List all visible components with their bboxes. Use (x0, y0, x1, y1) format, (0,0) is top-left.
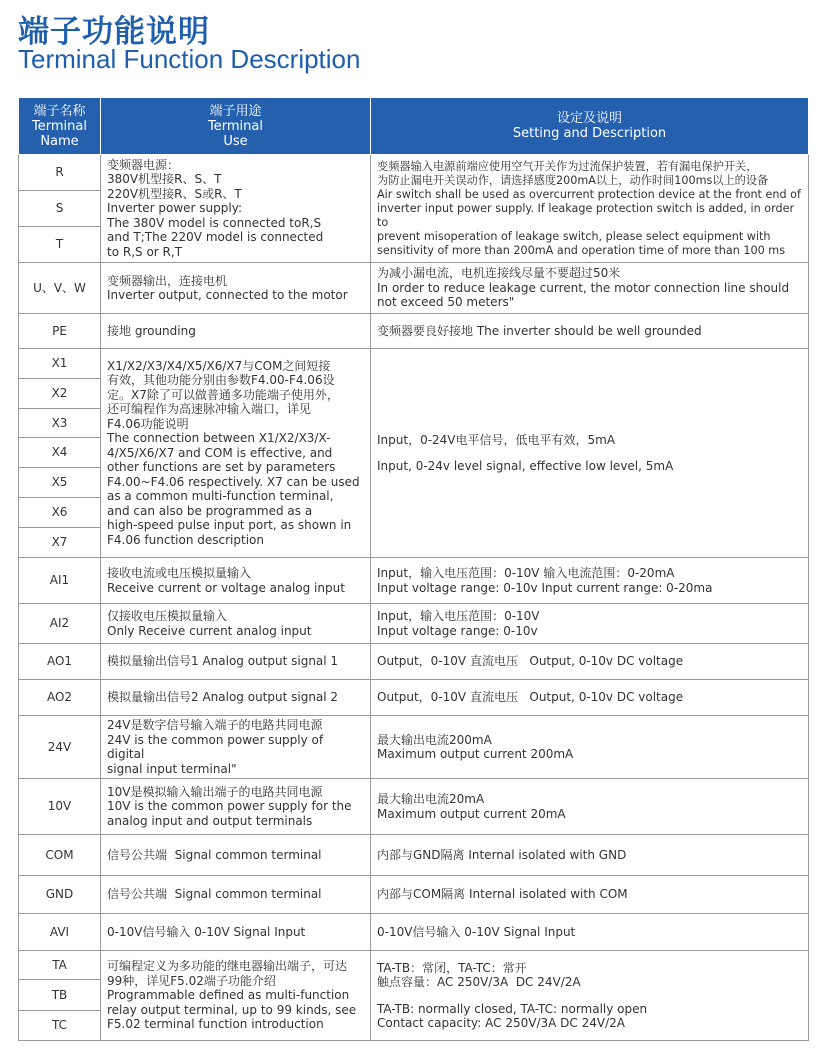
terminal-use: 接收电流或电压模拟量输入 Receive current or voltage analog input (101, 558, 371, 604)
terminal-name: X5 (19, 468, 101, 498)
terminal-name: R (19, 155, 101, 191)
table-row (19, 558, 809, 604)
page-title-cn: 端子功能说明 (18, 14, 210, 50)
terminal-desc: 内部与GND隔离 Internal isolated with GND (371, 835, 809, 876)
terminal-name: TB (19, 980, 101, 1011)
terminal-name: S (19, 191, 101, 227)
page-title-en: Terminal Function Description (18, 44, 361, 74)
terminal-name: AI1 (19, 558, 101, 604)
terminal-use: 仅接收电压模拟量输入 Only Receive current analog input (101, 604, 371, 644)
table-row (19, 716, 809, 779)
terminal-name: TA (19, 951, 101, 980)
terminal-use: 可编程定义为多功能的继电器输出端子，可达 99种，详见F5.02端子功能介绍 Programmable defined as multi-function relay output terminal, up to 99 kinds, see F5.02 terminal function introduction (101, 951, 371, 1041)
terminal-use: 变频器电源： 380V机型接R、S、T 220V机型接R、S或R、T Inverter power supply: The 380V model is connected toR,S and T;The 220V model is connected to R,S or R,T (101, 155, 371, 263)
terminal-name: AI2 (19, 604, 101, 644)
table-row (19, 155, 809, 191)
terminal-desc: 变频器要良好接地 The inverter should be well grounded (371, 314, 809, 349)
header-desc: 设定及说明 Setting and Description (371, 98, 809, 155)
terminal-use: 10V是模拟输入输出端子的电路共同电源 10V is the common power supply for the analog input and output terminals (101, 779, 371, 835)
terminal-name: X7 (19, 528, 101, 558)
terminal-desc: Input，输入电压范围：0-10V 输入电流范围：0-20mA Input voltage range: 0-10v Input current range: 0-20ma (371, 558, 809, 604)
table-row (19, 263, 809, 314)
terminal-name: U、V、W (19, 263, 101, 314)
terminal-name: GND (19, 876, 101, 914)
terminal-use: X1/X2/X3/X4/X5/X6/X7与COM之间短接 有效，其他功能分别由参数F4.00-F4.06设 定。X7除了可以做普通多功能端子使用外， 还可编程作为高速脉冲输入端口，详见 F4.06功能说明 The connection between X1/X2/X3/X- 4/X5/X6/X7 and COM is effective, and other functions are set by parameters F4.00~F4.06 respectively. X7 can be used as a common multi-function terminal, and can also be programmed as a high-speed pulse input port, as shown in F4.06 function description (101, 349, 371, 558)
terminal-name: X6 (19, 498, 101, 528)
table-row (19, 314, 809, 349)
terminal-desc: 最大输出电流20mA Maximum output current 20mA (371, 779, 809, 835)
terminal-desc: Output，0-10V 直流电压 Output, 0-10v DC voltage (371, 680, 809, 716)
terminal-desc: 变频器输入电源前端应使用空气开关作为过流保护装置，若有漏电保护开关， 为防止漏电开关误动作，请选择感度200mA以上，动作时间100ms以上的设备 Air switch shall be used as overcurrent protection device at the front end of inverter input power supply. If leakage protection switch is added, in order to prevent misoperation of leakage switch, please select equipment with sensitivity of more than 200mA and operation time of more than 100 ms (371, 155, 809, 263)
terminal-name: X4 (19, 438, 101, 468)
terminal-name: 10V (19, 779, 101, 835)
terminal-use: 模拟量输出信号1 Analog output signal 1 (101, 644, 371, 680)
table-row (19, 914, 809, 951)
table-row (19, 680, 809, 716)
terminal-name: PE (19, 314, 101, 349)
terminal-name: AO1 (19, 644, 101, 680)
terminal-use: 24V是数字信号输入端子的电路共同电源 24V is the common power supply of digital signal input terminal" (101, 716, 371, 779)
terminal-name: TC (19, 1011, 101, 1041)
terminal-name: X3 (19, 409, 101, 438)
terminal-desc: 为减小漏电流，电机连接线尽量不要超过50米 In order to reduce leakage current, the motor connection line should not exceed 50 meters" (371, 263, 809, 314)
terminal-desc: 最大输出电流200mA Maximum output current 200mA (371, 716, 809, 779)
terminal-use: 信号公共端 Signal common terminal (101, 835, 371, 876)
terminal-desc: 内部与COM隔离 Internal isolated with COM (371, 876, 809, 914)
terminal-name: X2 (19, 379, 101, 409)
terminal-use: 变频器输出，连接电机 Inverter output, connected to the motor (101, 263, 371, 314)
terminal-use: 模拟量输出信号2 Analog output signal 2 (101, 680, 371, 716)
terminal-name: COM (19, 835, 101, 876)
terminal-desc: Input，0-24V电平信号，低电平有效，5mA Input, 0-24v level signal, effective low level, 5mA (371, 349, 809, 558)
terminal-name: 24V (19, 716, 101, 779)
terminal-desc: Input，输入电压范围：0-10V Input voltage range: 0-10v (371, 604, 809, 644)
table-row (19, 835, 809, 876)
header-use: 端子用途 Terminal Use (101, 98, 371, 155)
terminal-use: 0-10V信号输入 0-10V Signal Input (101, 914, 371, 951)
terminal-name: AO2 (19, 680, 101, 716)
terminal-desc: Output，0-10V 直流电压 Output, 0-10v DC voltage (371, 644, 809, 680)
terminal-desc: TA-TB：常闭，TA-TC：常开 触点容量：AC 250V/3A DC 24V/2A TA-TB: normally closed, TA-TC: normally open Contact capacity: AC 250V/3A DC 24V/2A (371, 951, 809, 1041)
table-header (19, 98, 809, 155)
terminal-desc: 0-10V信号输入 0-10V Signal Input (371, 914, 809, 951)
table-row (19, 951, 809, 980)
table-row (19, 779, 809, 835)
table-row (19, 644, 809, 680)
table-row (19, 349, 809, 379)
table-row (19, 604, 809, 644)
terminal-table (18, 97, 809, 1041)
terminal-name: X1 (19, 349, 101, 379)
terminal-use: 接地 grounding (101, 314, 371, 349)
terminal-name: AVI (19, 914, 101, 951)
header-name: 端子名称 Terminal Name (19, 98, 101, 155)
terminal-name: T (19, 227, 101, 263)
table-row (19, 876, 809, 914)
terminal-use: 信号公共端 Signal common terminal (101, 876, 371, 914)
